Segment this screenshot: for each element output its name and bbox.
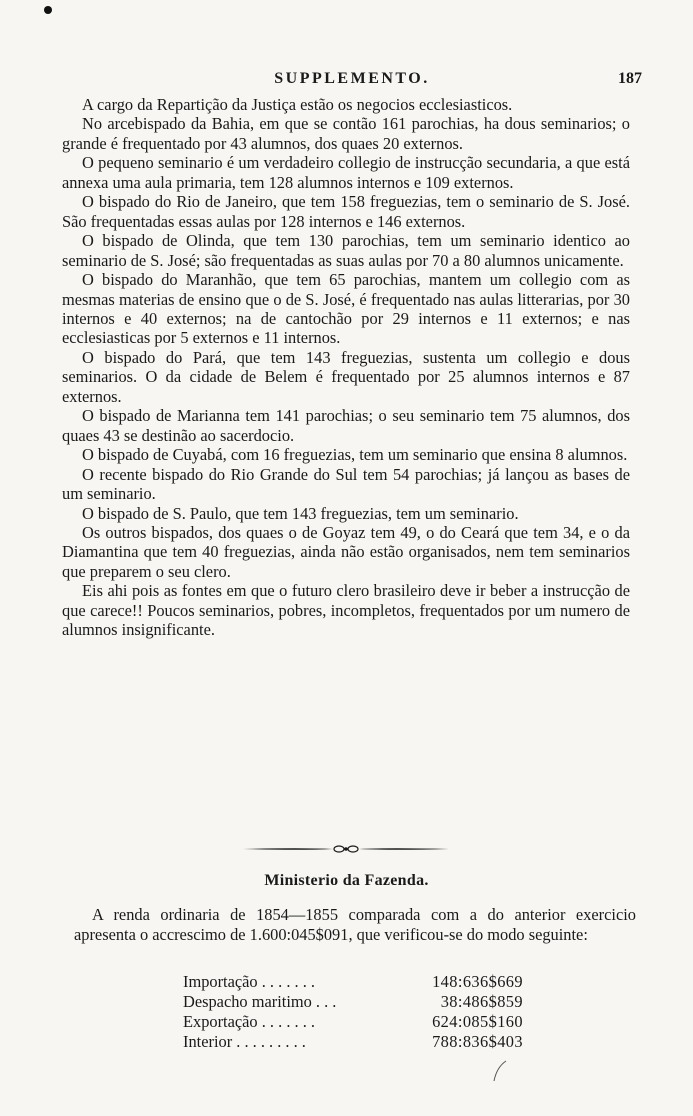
- paragraph: O bispado de Marianna tem 141 parochias; o seu seminario tem 75 alumnos, dos quaes 43 se destinão ao sacerdocio.: [62, 406, 630, 445]
- paragraph: O recente bispado do Rio Grande do Sul tem 54 parochias; já lançou as bases de um seminario.: [62, 464, 630, 504]
- row-value: 148:636$669: [432, 972, 523, 991]
- table-row: [183, 972, 543, 992]
- row-label: Importação . . . . . . .: [183, 972, 315, 991]
- paragraph: Eis ahi pois as fontes em que o futuro clero brasileiro deve ir beber a instrucção de que carece!! Poucos seminarios, pobres, incompletos, frequentados por um numero de alumnos insignificante.: [62, 581, 630, 640]
- section-title: Ministerio da Fazenda.: [264, 872, 429, 889]
- page-number: 187: [618, 70, 642, 87]
- paragraph: Os outros bispados, dos quaes o de Goyaz tem 49, o do Ceará que tem 34, e o da Diamantina que tem 40 freguezias, ainda não estão organisados, nem tem seminarios que preparem o seu clero.: [62, 522, 630, 581]
- row-label: Exportação . . . . . . .: [183, 1012, 315, 1031]
- pen-stroke-mark: [490, 1059, 510, 1083]
- ornamental-divider: [241, 843, 451, 855]
- page-header: [62, 70, 642, 94]
- paragraph: O bispado do Rio de Janeiro, que tem 158 freguezias, tem o seminario de S. José. São frequentadas essas aulas por 128 internos e 146 externos.: [62, 192, 630, 231]
- row-label: Despacho maritimo . . .: [183, 992, 337, 1011]
- paragraph: O bispado de S. Paulo, que tem 143 freguezias, tem um seminario.: [82, 503, 519, 523]
- paragraph: A cargo da Repartição da Justiça estão os negocios ecclesiasticos.: [82, 95, 513, 114]
- table-row: [183, 992, 543, 1012]
- paragraph: O pequeno seminario é um verdadeiro collegio de instrucção secundaria, a que está annexa uma aula primaria, tem 128 alumnos internos e 109 externos.: [62, 153, 630, 192]
- paragraph: A renda ordinaria de 1854—1855 comparada com a do anterior exercicio apresenta o accrescimo de 1.600:045$091, que verificou-se do modo seguinte:: [74, 905, 636, 944]
- paragraph: O bispado de Cuyabá, com 16 freguezias, tem um seminario que ensina 8 alumnos.: [82, 445, 628, 465]
- row-label: Interior . . . . . . . . .: [183, 1032, 306, 1051]
- table-row: [183, 1032, 543, 1052]
- paragraph: O bispado do Pará, que tem 143 freguezias, sustenta um collegio e dous seminarios. O da cidade de Belem é frequentado por 25 alumnos internos e 87 externos.: [62, 347, 630, 406]
- row-value: 38:486$859: [440, 992, 523, 1011]
- body-text: [62, 95, 630, 640]
- paragraph: O bispado do Maranhão, que tem 65 parochias, mantem um collegio com as mesmas materias de ensino que o de S. José, é frequentado nas aulas litterarias, por 30 internos e 40 externos; na de cantochão por 29 internos e 11 externos; e nas ecclesiasticas por 5 externos e 11 internos.: [62, 270, 630, 348]
- revenue-table: [183, 972, 543, 1052]
- paragraph: No arcebispado da Bahia, em que se contão 161 parochias, ha dous seminarios; o grande é frequentado por 43 alumnos, dos quaes 20 externos.: [62, 114, 630, 153]
- row-value: 788:836$403: [432, 1032, 523, 1051]
- section-intro: [74, 905, 636, 944]
- paragraph: O bispado de Olinda, que tem 130 parochias, tem um seminario identico ao seminario de S. José; são frequentadas as suas aulas por 70 a 80 alumnos unicamente.: [62, 231, 630, 270]
- row-value: 624:085$160: [432, 1012, 523, 1031]
- table-row: [183, 1012, 543, 1032]
- page-title: SUPPLEMENTO.: [274, 70, 430, 87]
- ink-dot: [44, 6, 52, 14]
